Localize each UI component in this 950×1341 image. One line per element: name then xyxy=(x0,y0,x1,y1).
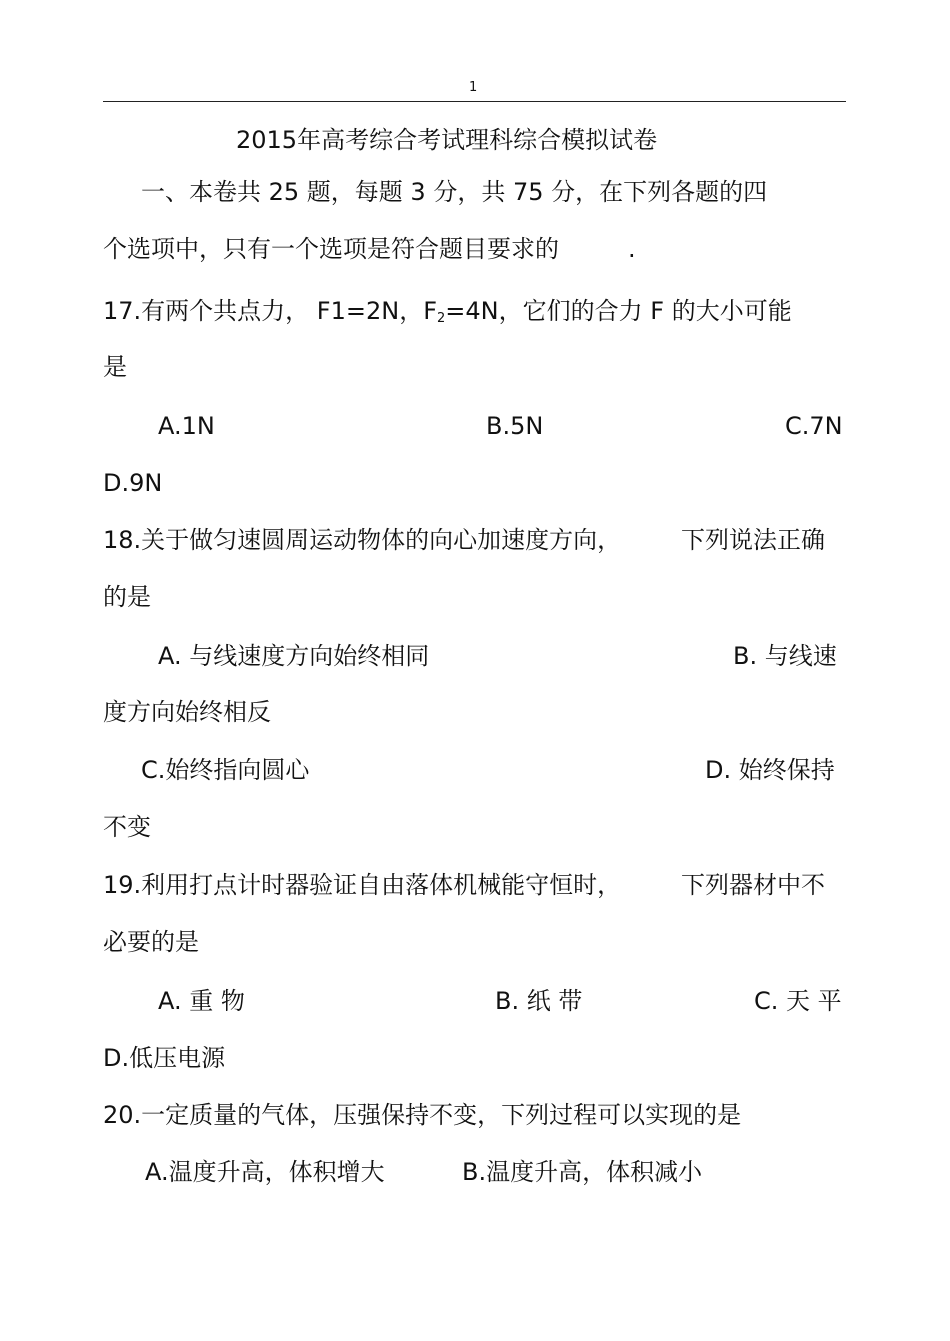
q17-subscript: 2 xyxy=(437,311,446,326)
section-instruction-line1: 一、本卷共 25 题，每题 3 分，共 75 分，在下列各题的四 xyxy=(141,178,768,206)
q18-option-a: A. 与线速度方向始终相同 xyxy=(158,642,430,670)
question-19-stem-cont: 必要的是 xyxy=(103,928,199,956)
q18-option-b-cont: 度方向始终相反 xyxy=(103,698,271,726)
section-instruction-dot: . xyxy=(628,235,636,263)
q17-text-b: =4N，它们的合力 F 的大小可能 xyxy=(445,297,792,325)
q18-option-d: D. 始终保持 xyxy=(705,756,835,784)
q17-option-d: D.9N xyxy=(103,469,163,497)
q17-text-a: 17.有两个共点力， F1=2N，F xyxy=(103,297,438,325)
section-instruction-line2: 个选项中，只有一个选项是符合题目要求的 xyxy=(103,235,559,263)
question-20-stem: 20.一定质量的气体，压强保持不变，下列过程可以实现的是 xyxy=(103,1101,742,1129)
q17-option-a: A.1N xyxy=(158,412,215,440)
question-18-stem-a: 18.关于做匀速圆周运动物体的向心加速度方向， xyxy=(103,526,622,554)
q18-option-d-cont: 不变 xyxy=(103,813,151,841)
q18-option-b: B. 与线速 xyxy=(733,642,837,670)
header-rule xyxy=(103,101,846,102)
question-19-stem-b: 下列器材中不 xyxy=(681,871,825,899)
question-19-stem-a: 19.利用打点计时器验证自由落体机械能守恒时， xyxy=(103,871,622,899)
page-number: 1 xyxy=(469,80,478,95)
question-17-stem xyxy=(103,296,792,334)
q17-option-b: B.5N xyxy=(486,412,544,440)
question-17-stem-cont: 是 xyxy=(103,353,127,381)
question-18-stem-b: 下列说法正确 xyxy=(681,526,825,554)
q17-option-c: C.7N xyxy=(785,412,843,440)
q18-option-c: C.始终指向圆心 xyxy=(141,756,310,784)
q19-option-a: A. 重 物 xyxy=(158,987,245,1015)
page-title: 2015年高考综合考试理科综合模拟试卷 xyxy=(236,126,658,154)
q19-option-d: D.低压电源 xyxy=(103,1044,226,1072)
q19-option-b: B. 纸 带 xyxy=(495,987,583,1015)
q19-option-c: C. 天 平 xyxy=(754,987,842,1015)
question-18-stem-cont: 的是 xyxy=(103,583,151,611)
q20-option-a: A.温度升高，体积增大 xyxy=(145,1158,385,1186)
q20-option-b: B.温度升高，体积减小 xyxy=(462,1158,703,1186)
